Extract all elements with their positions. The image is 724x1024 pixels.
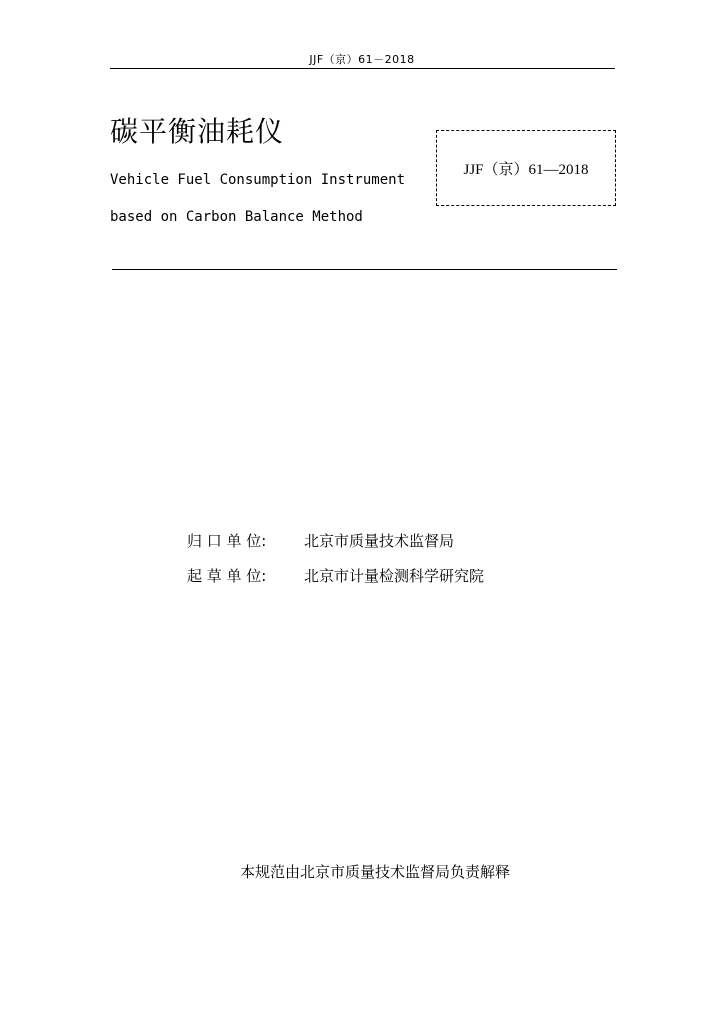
header-divider bbox=[110, 68, 615, 69]
standard-code-box-text: JJF（京）61—2018 bbox=[463, 162, 589, 178]
title-english-line-2: based on Carbon Balance Method bbox=[110, 209, 363, 225]
drafting-unit-value: 北京市计量检测科学研究院 bbox=[304, 567, 485, 585]
responsible-unit-value: 北京市质量技术监督局 bbox=[304, 532, 455, 550]
interpretation-note: 本规范由北京市质量技术监督局负责解释 bbox=[239, 863, 510, 881]
standard-code-box bbox=[436, 130, 616, 206]
title-english-line-1: Vehicle Fuel Consumption Instrument bbox=[110, 172, 406, 188]
title-chinese: 碳平衡油耗仪 bbox=[110, 115, 285, 148]
header-standard-code: JJF（京）61－2018 bbox=[309, 53, 415, 66]
drafting-unit-label: 起 草 单 位: bbox=[187, 567, 267, 585]
responsible-unit-row bbox=[187, 531, 454, 551]
responsible-unit-label: 归 口 单 位: bbox=[187, 532, 267, 550]
drafting-unit-row bbox=[187, 566, 484, 586]
title-divider bbox=[112, 269, 617, 270]
